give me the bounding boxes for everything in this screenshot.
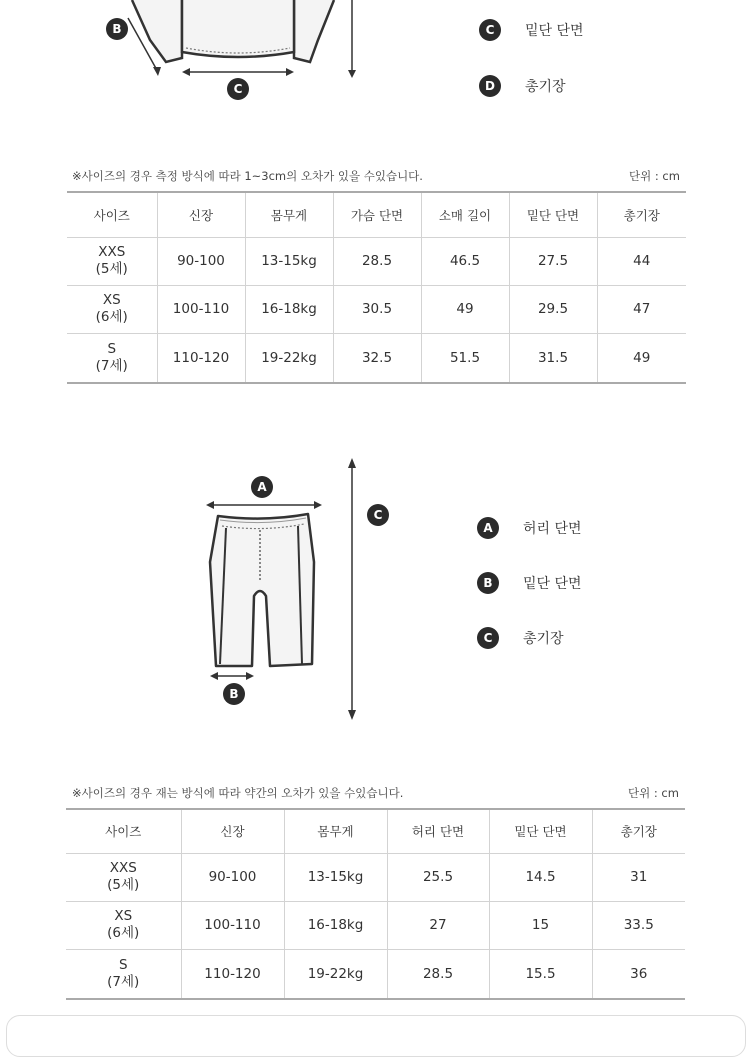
table-cell: 19-22kg [245, 333, 333, 383]
pants-diagram [190, 450, 400, 730]
size-table-top [67, 191, 686, 384]
table-cell: 29.5 [509, 285, 597, 333]
legend-label-hem: 밑단 단면 [525, 23, 584, 39]
legend-badge-c: C [477, 627, 499, 649]
table2-header-row [66, 809, 685, 853]
legend-item-b [477, 572, 582, 594]
size-cell [67, 237, 157, 285]
table2-unit: 단위 : cm [628, 786, 679, 800]
table1-unit: 단위 : cm [629, 169, 680, 183]
table-cell: 28.5 [333, 237, 421, 285]
table2-header: 사이즈 [66, 809, 181, 853]
table-cell: 46.5 [421, 237, 509, 285]
table1-header: 신장 [157, 192, 245, 237]
size-label: XS [114, 908, 133, 924]
legend-label-length: 총기장 [525, 79, 566, 95]
table-cell: 16-18kg [245, 285, 333, 333]
table2-header: 몸무게 [284, 809, 387, 853]
table-cell: 47 [597, 285, 686, 333]
table2-header: 허리 단면 [387, 809, 489, 853]
table1-header: 밑단 단면 [509, 192, 597, 237]
table2-header: 밑단 단면 [489, 809, 592, 853]
table1-header: 총기장 [597, 192, 686, 237]
pants-badge-c: C [367, 504, 389, 526]
table-cell: 13-15kg [284, 853, 387, 901]
size-age: (7세) [107, 973, 140, 990]
table-cell: 49 [421, 285, 509, 333]
size-cell [66, 853, 181, 901]
size-age: (6세) [95, 309, 128, 325]
size-label: XXS [98, 244, 126, 260]
table-cell: 100-110 [157, 285, 245, 333]
size-age: (5세) [107, 877, 140, 893]
table-cell: 27 [387, 901, 489, 949]
pants-badge-b: B [223, 683, 245, 705]
table-cell: 28.5 [387, 949, 489, 999]
table-row [66, 901, 685, 949]
table-cell: 33.5 [592, 901, 685, 949]
table-row [66, 853, 685, 901]
legend-label-waist: 허리 단면 [523, 521, 582, 537]
table-cell: 49 [597, 333, 686, 383]
table1-header: 사이즈 [67, 192, 157, 237]
table-cell: 51.5 [421, 333, 509, 383]
legend-item-d [479, 75, 566, 97]
table-cell: 90-100 [157, 237, 245, 285]
table-cell: 15 [489, 901, 592, 949]
diagram-badge-b: B [106, 18, 128, 40]
table-cell: 14.5 [489, 853, 592, 901]
table-cell: 90-100 [181, 853, 284, 901]
legend-item-c [477, 627, 564, 649]
table-cell: 13-15kg [245, 237, 333, 285]
table-cell: 25.5 [387, 853, 489, 901]
table-cell: 100-110 [181, 901, 284, 949]
top-garment-diagram [0, 0, 400, 110]
size-cell [67, 285, 157, 333]
legend-badge-a: A [477, 517, 499, 539]
size-cell [67, 333, 157, 383]
table2-note: ※사이즈의 경우 재는 방식에 따라 약간의 오차가 있을 수있습니다. [72, 786, 404, 800]
table1-header: 가슴 단면 [333, 192, 421, 237]
size-label: S [107, 340, 117, 357]
size-age: (5세) [95, 261, 128, 277]
size-age: (6세) [107, 925, 140, 941]
legend-item-a [477, 517, 582, 539]
table1-header-row [67, 192, 686, 237]
table-row [66, 949, 685, 999]
table-cell: 19-22kg [284, 949, 387, 999]
legend-badge-c: C [479, 19, 501, 41]
table-cell: 32.5 [333, 333, 421, 383]
table-cell: 15.5 [489, 949, 592, 999]
size-table-pants [66, 808, 685, 1000]
size-label: XS [102, 292, 121, 308]
diagram-badge-c: C [227, 78, 249, 100]
table-cell: 16-18kg [284, 901, 387, 949]
table2-header: 신장 [181, 809, 284, 853]
table-cell: 36 [592, 949, 685, 999]
legend-badge-d: D [479, 75, 501, 97]
bottom-panel-edge [6, 1015, 746, 1057]
table2-header: 총기장 [592, 809, 685, 853]
table-row [67, 333, 686, 383]
legend-item-c [479, 19, 584, 41]
table-cell: 30.5 [333, 285, 421, 333]
size-label: XXS [109, 860, 137, 876]
table-cell: 31 [592, 853, 685, 901]
size-label: S [118, 956, 128, 973]
legend-label-length: 총기장 [523, 631, 564, 647]
size-age: (7세) [95, 357, 128, 374]
table1-header: 소매 길이 [421, 192, 509, 237]
table-cell: 31.5 [509, 333, 597, 383]
table-cell: 110-120 [181, 949, 284, 999]
legend-label-hem: 밑단 단면 [523, 576, 582, 592]
table1-header: 몸무게 [245, 192, 333, 237]
table-cell: 44 [597, 237, 686, 285]
table-cell: 27.5 [509, 237, 597, 285]
table-cell: 110-120 [157, 333, 245, 383]
pants-badge-a: A [251, 476, 273, 498]
size-cell [66, 901, 181, 949]
table1-note: ※사이즈의 경우 측정 방식에 따라 1~3cm의 오차가 있을 수있습니다. [72, 169, 423, 183]
size-cell [66, 949, 181, 999]
table-row [67, 237, 686, 285]
legend-badge-b: B [477, 572, 499, 594]
table-row [67, 285, 686, 333]
